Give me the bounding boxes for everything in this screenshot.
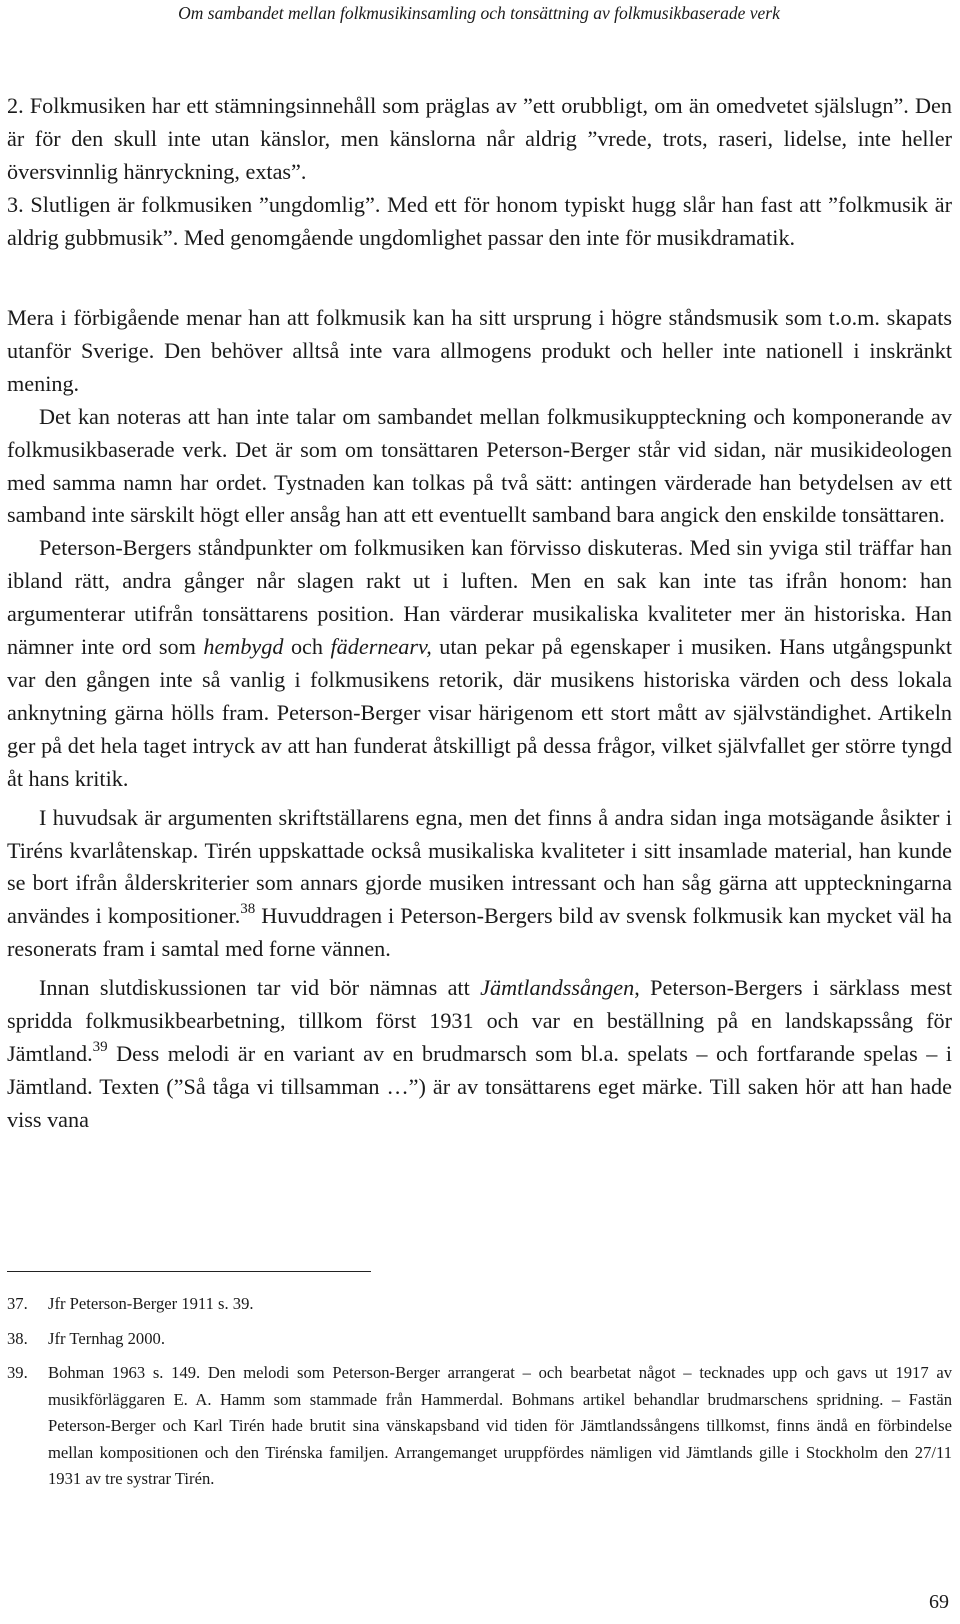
term-fadernearv: fädernearv, [330, 634, 432, 660]
footnote-37 [7, 1291, 952, 1318]
footnote-text: Jfr Peterson-Berger 1911 s. 39. [48, 1294, 254, 1313]
list-item-2: 2. Folkmusiken har ett stämningsinnehåll som präglas av ”ett orubbligt, om än omedvetet själslugn”. Den är för den skull inte utan känslor, men känslorna når aldrig ”vrede, trots, raseri, lidelse, inte heller översvinnlig hänryckning, extas”. [7, 93, 952, 184]
numbered-list [7, 90, 952, 255]
paragraph-4 [7, 802, 952, 967]
paragraph-4-text-b: Huvuddragen i Peterson-Bergers bild av svensk folkmusik kan mycket väl ha resonerats fram i samtal med forne vännen. [7, 903, 952, 962]
paragraph-5-text-c: Dess melodi är en variant av en brudmarsch som bl.a. spelats – och fortfarande spelas – i Jämtland. Texten (”Så tåga vi tillsamman …”) är av tonsättarens eget märke. Till saken hör att han hade viss vana [7, 1040, 952, 1132]
paragraph-3-text-b: och [283, 634, 331, 660]
main-text [7, 302, 952, 1137]
paragraph-1: Mera i förbigående menar han att folkmusik kan ha sitt ursprung i högre ståndsmusik som t.o.m. skapats utanför Sverige. Den behöver alltså inte vara allmogens produkt och heller inte nationell i inskränkt mening. [7, 305, 952, 396]
footnote-38 [7, 1326, 952, 1353]
footnote-separator [7, 1271, 371, 1272]
running-head: Om sambandet mellan folkmusikinsamling och tonsättning av folkmusikbaserade verk [178, 3, 780, 23]
footnote-text: Jfr Ternhag 2000. [48, 1328, 165, 1348]
list-item-3: 3. Slutligen är folkmusiken ”ungdomlig”. Med ett för honom typiskt hugg slår han fast att ”folkmusik är aldrig gubbmusik”. Med genomgående ungdomlighet passar den inte för musikdramatik. [7, 191, 952, 250]
paragraph-4-text-a: I huvudsak är argumenten skriftställarens egna, men det finns å andra sidan inga motsägande åsikter i Tiréns kvarlåtenskap. Tirén uppskattade också musikaliska kvaliteter i sitt insamlade material, han kunde se bort ifrån ålderskriterier som annars gjorde musiken intressant och han såg gärna att uppteckningarna användes i kompositioner. [7, 804, 952, 929]
term-hembygd: hembygd [203, 634, 284, 660]
footnote-number: 37. [7, 1294, 28, 1313]
footnote-number: 39. [7, 1363, 28, 1382]
footnotes [7, 1291, 952, 1501]
paragraph-2: Det kan noteras att han inte talar om sambandet mellan folkmusikuppteckning och komponerande av folkmusikbaserade verk. Det är som om tonsättaren Peterson-Berger står vid sidan, när musikideologen med samma namn har ordet. Tystnaden kan tolkas på två sätt: antingen värderade han betydelsen av ett samband inte särskilt högt eller ansåg han att ett eventuellt samband bara angick den enskilde tonsättaren. [7, 403, 952, 528]
paragraph-5-text-b: , Peterson-Bergers i särklass mest spridda folkmusikbearbetning, tillkom först 1931 och var en beställning på en landskapssång för Jämtland. [7, 975, 953, 1066]
page-number: 69 [929, 1591, 949, 1613]
footnote-39 [7, 1360, 952, 1493]
footnote-text: Bohman 1963 s. 149. Den melodi som Peterson-Berger arrangerat – och bearbetat något – tecknades upp och gavs ut 1917 av musikförläggaren E. A. Hamm som stammade från Hammerdal. Bohmans artikel behandlar brudmarschens spridning. – Fastän Peterson-Berger och Karl Tirén hade brutit sina vänskapsband vid tiden för Jämtlandssångens tillkomst, finns ändå en förbindelse mellan kompositionen och den Tirénska familjen. Arrangemanget uruppfördes nämligen vid Jämtlands gille i Stockholm den 27/11 1931 av tre systrar Tirén. [48, 1363, 952, 1488]
paragraph-3 [7, 532, 952, 795]
footnote-number: 38. [7, 1328, 28, 1348]
paragraph-3-text-c: utan pekar på egenskaper i musiken. Hans utgångspunkt var den gången inte så vanlig i folkmusikens retorik, där musikens historiska värden och dess lokala anknytning gärna hölls fram. Peterson-Berger visar härigenom ett stort mått av självständighet. Artikeln ger på det hela taget intryck av att han funderat åtskilligt på dessa frågor, vilket självfallet ger större tyngd åt hans kritik. [7, 634, 952, 791]
paragraph-5-text-a: Innan slutdiskussionen tar vid bör nämnas att [39, 975, 481, 1001]
footnote-ref-38: 38 [240, 900, 256, 917]
paragraph-3-text-a: Peterson-Bergers ståndpunkter om folkmusiken kan förvisso diskuteras. Med sin yviga stil träffar han ibland rätt, andra gånger når slagen rakt ut i luften. Men en sak kan inte tas ifrån honom: han argumenterar utifrån tonsättarens position. Han värderar musikaliska kvaliteter mer än historiska. Han nämner inte ord som [7, 535, 952, 660]
footnote-ref-39: 39 [92, 1038, 108, 1055]
paragraph-5 [7, 972, 952, 1137]
title-jamtlandssangen: Jämtlandssången [480, 975, 635, 1001]
